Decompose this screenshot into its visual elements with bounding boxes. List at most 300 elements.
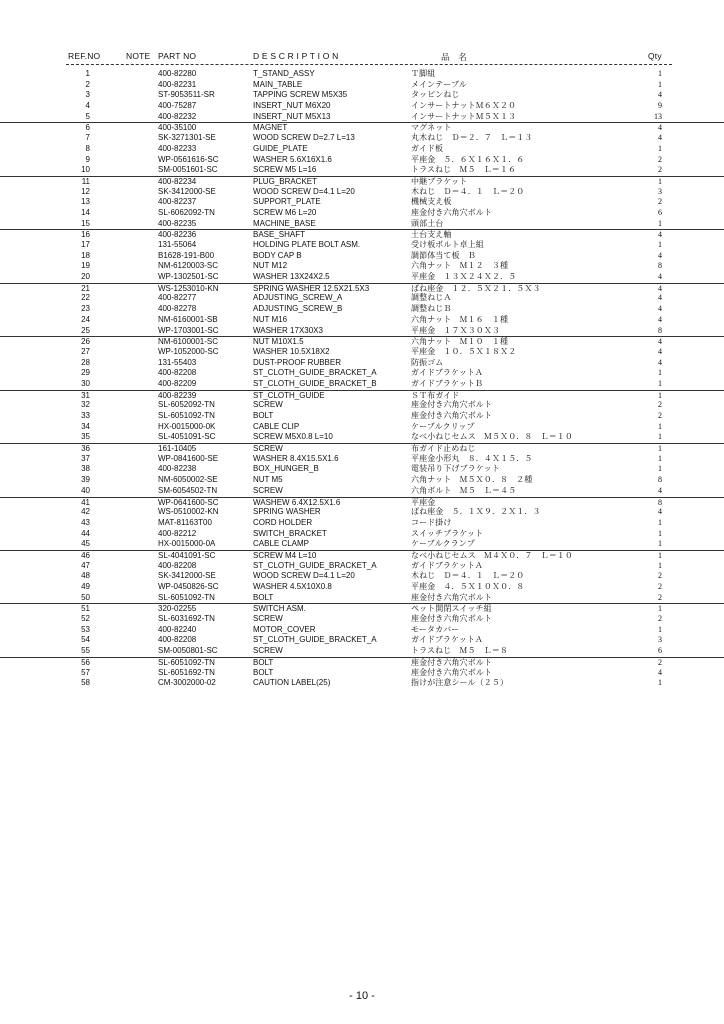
part-no-cell: WP-1703001-SC bbox=[158, 325, 219, 335]
description-cell: BOX_HUNGER_B bbox=[253, 464, 319, 474]
table-row bbox=[0, 593, 724, 604]
name-jp-cell: ケーブルクリップ bbox=[411, 421, 475, 431]
description-cell: MAIN_TABLE bbox=[253, 79, 303, 89]
part-no-cell: 400-82240 bbox=[158, 624, 197, 634]
name-jp-cell: 受け板ボルト卓上組 bbox=[411, 240, 484, 249]
qty-cell: 2 bbox=[658, 411, 662, 420]
description-cell: WASHER 8.4X15.5X1.6 bbox=[253, 453, 339, 463]
table-row bbox=[0, 144, 724, 155]
description-cell: BOLT bbox=[253, 667, 274, 677]
qty-cell: 1 bbox=[658, 79, 662, 89]
table-row bbox=[0, 80, 724, 91]
name-jp-cell: 土台支え軸 bbox=[411, 230, 452, 240]
ref-no-cell: 31 bbox=[81, 390, 90, 400]
qty-cell: 2 bbox=[658, 154, 662, 164]
ref-no-cell: 41 bbox=[81, 497, 90, 507]
qty-cell: 1 bbox=[658, 69, 662, 78]
description-cell: SCREW bbox=[253, 444, 283, 454]
part-no-cell: 400-82237 bbox=[158, 197, 197, 207]
part-no-cell: WP-1302501-SC bbox=[158, 272, 219, 282]
table-row bbox=[0, 283, 724, 294]
description-cell: T_STAND_ASSY bbox=[253, 69, 315, 78]
description-cell: CORD HOLDER bbox=[253, 517, 313, 527]
description-cell: ADJUSTING_SCREW_B bbox=[253, 304, 343, 314]
name-jp-cell: 六角ナット Ｍ１０ １種 bbox=[411, 337, 509, 347]
description-cell: SWITCH ASM. bbox=[253, 604, 306, 614]
name-jp-cell: 調整ねじＢ bbox=[411, 304, 452, 314]
part-no-cell: 400-82277 bbox=[158, 293, 197, 303]
ref-no-cell: 39 bbox=[81, 475, 90, 485]
name-jp-cell: 平座金 １７Ｘ３０Ｘ３ bbox=[411, 325, 501, 335]
ref-no-cell: 37 bbox=[81, 453, 90, 463]
table-row bbox=[0, 529, 724, 540]
table-row bbox=[0, 304, 724, 315]
description-cell: WOOD SCREW D=2.7 L=13 bbox=[253, 133, 355, 143]
ref-no-cell: 13 bbox=[81, 197, 90, 207]
description-cell: SCREW M5 L=16 bbox=[253, 165, 317, 175]
qty-cell: 1 bbox=[658, 560, 662, 570]
part-no-cell: SL-6051092-TN bbox=[158, 411, 215, 420]
name-jp-cell: 平座金 １３Ｘ２４Ｘ２．５ bbox=[411, 272, 517, 282]
ref-no-cell: 22 bbox=[81, 293, 90, 303]
name-jp-cell: 平座金小形丸 ８．４Ｘ１５．５ bbox=[411, 453, 533, 463]
ref-no-cell: 47 bbox=[81, 560, 90, 570]
table-row bbox=[0, 261, 724, 272]
qty-cell: 2 bbox=[658, 197, 662, 207]
description-cell: MAGNET bbox=[253, 123, 288, 133]
description-cell: WASHER 10.5X18X2 bbox=[253, 346, 330, 356]
description-cell: ST_CLOTH_GUIDE_BRACKET_A bbox=[253, 560, 377, 570]
ref-no-cell: 29 bbox=[81, 368, 90, 378]
table-row bbox=[0, 486, 724, 497]
ref-no-cell: 50 bbox=[81, 592, 90, 602]
qty-cell: 4 bbox=[658, 485, 662, 495]
ref-no-cell: 4 bbox=[85, 101, 90, 111]
part-no-cell: 400-82209 bbox=[158, 378, 197, 388]
name-jp-cell: 調節体当て板 Ｂ bbox=[411, 250, 476, 260]
name-jp-cell: ガイドブラケットＢ bbox=[411, 378, 484, 388]
name-jp-cell: ガイドブラケットＡ bbox=[411, 635, 484, 645]
description-cell: SUPPORT_PLATE bbox=[253, 197, 321, 207]
ref-no-cell: 25 bbox=[81, 325, 90, 335]
name-jp-cell: 防振ゴム bbox=[411, 357, 444, 367]
name-jp-cell: トラスねじ Ｍ５ Ｌ＝８ bbox=[411, 646, 508, 656]
qty-cell: 2 bbox=[658, 571, 662, 581]
table-row bbox=[0, 208, 724, 219]
qty-cell: 4 bbox=[658, 272, 662, 282]
part-no-cell: SL-4051091-SC bbox=[158, 432, 216, 442]
name-jp-cell: 座金付き六角穴ボルト bbox=[411, 614, 492, 624]
description-cell: CABLE CLAMP bbox=[253, 539, 310, 549]
name-jp-cell: 木ねじ Ｄ＝４．１ Ｌ＝２０ bbox=[411, 571, 525, 581]
table-row bbox=[0, 678, 724, 689]
name-jp-cell: スイッチブラケット bbox=[411, 528, 484, 538]
part-no-cell: 131-55064 bbox=[158, 240, 197, 249]
qty-cell: 2 bbox=[658, 657, 662, 667]
qty-cell: 4 bbox=[658, 230, 662, 240]
qty-cell: 1 bbox=[658, 176, 662, 186]
table-row bbox=[0, 497, 724, 508]
qty-cell: 2 bbox=[658, 592, 662, 602]
name-jp-cell: 平座金 bbox=[411, 497, 436, 507]
part-no-cell: SL-4041091-SC bbox=[158, 550, 216, 560]
ref-no-cell: 46 bbox=[81, 550, 90, 560]
ref-no-cell: 28 bbox=[81, 357, 90, 367]
part-no-cell: WP-0641600-SC bbox=[158, 497, 219, 507]
name-jp-cell: 六角ナット Ｍ５Ｘ０．８ ２種 bbox=[411, 475, 533, 485]
part-no-cell: 400-82231 bbox=[158, 79, 197, 89]
name-jp-cell: 座金付き六角穴ボルト bbox=[411, 657, 492, 667]
description-cell: NUT M10X1.5 bbox=[253, 337, 304, 347]
description-cell: CABLE CLIP bbox=[253, 421, 300, 431]
ref-no-cell: 16 bbox=[81, 230, 90, 240]
part-no-cell: SK-3271301-SE bbox=[158, 133, 216, 143]
qty-cell: 4 bbox=[658, 337, 662, 347]
table-row bbox=[0, 657, 724, 668]
table-row bbox=[0, 165, 724, 176]
qty-cell: 1 bbox=[658, 368, 662, 378]
ref-no-cell: 11 bbox=[81, 176, 90, 186]
description-cell: NUT M16 bbox=[253, 314, 288, 324]
table-row bbox=[0, 432, 724, 443]
name-jp-cell: インサートナットＭ５Ｘ１３ bbox=[411, 111, 517, 121]
table-row bbox=[0, 625, 724, 636]
part-no-cell: 400-82233 bbox=[158, 143, 197, 153]
name-jp-cell: 座金付き六角穴ボルト bbox=[411, 667, 492, 677]
table-row bbox=[0, 187, 724, 198]
name-jp-cell: 木ねじ Ｄ＝４．１ Ｌ＝２０ bbox=[411, 186, 525, 196]
name-jp-cell: 六角ナット Ｍ１２ ３種 bbox=[411, 261, 509, 271]
name-jp-cell: 平座金 １０．５Ｘ１８Ｘ２ bbox=[411, 346, 517, 356]
table-row bbox=[0, 326, 724, 337]
description-cell: WASHEW 6.4X12.5X1.6 bbox=[253, 497, 341, 507]
part-no-cell: WP-0561616-SC bbox=[158, 154, 219, 164]
qty-cell: 13 bbox=[654, 111, 662, 121]
ref-no-cell: 33 bbox=[81, 411, 90, 420]
table-row bbox=[0, 315, 724, 326]
ref-no-cell: 54 bbox=[81, 635, 90, 645]
name-jp-cell: ばね座金 ５．１Ｘ９．２Ｘ１．３ bbox=[411, 507, 541, 517]
table-row bbox=[0, 251, 724, 262]
ref-no-cell: 55 bbox=[81, 646, 90, 656]
description-cell: MOTOR_COVER bbox=[253, 624, 316, 634]
ref-no-cell: 17 bbox=[81, 240, 90, 249]
part-no-cell: SL-6051692-TN bbox=[158, 667, 215, 677]
table-row bbox=[0, 422, 724, 433]
qty-cell: 2 bbox=[658, 614, 662, 624]
description-cell: BOLT bbox=[253, 657, 274, 667]
name-jp-cell: Ｔ脚組 bbox=[411, 69, 436, 78]
table-row bbox=[0, 347, 724, 358]
description-cell: MACHINE_BASE bbox=[253, 218, 316, 228]
qty-cell: 1 bbox=[658, 464, 662, 474]
ref-no-cell: 53 bbox=[81, 624, 90, 634]
table-row bbox=[0, 368, 724, 379]
qty-cell: 1 bbox=[658, 432, 662, 442]
name-jp-cell: 電装吊り下げブラケット bbox=[411, 464, 500, 474]
name-jp-cell: ペット開閉スイッチ組 bbox=[411, 604, 492, 614]
name-jp-cell: ガイドブラケットＡ bbox=[411, 368, 484, 378]
description-cell: INSERT_NUT M6X20 bbox=[253, 101, 331, 111]
part-no-cell: 400-82208 bbox=[158, 560, 197, 570]
part-no-cell: WP-0841600-SE bbox=[158, 453, 219, 463]
table-row bbox=[0, 229, 724, 240]
ref-no-cell: 57 bbox=[81, 667, 90, 677]
name-jp-cell: マグネット bbox=[411, 123, 452, 133]
name-jp-cell: なべ小ねじセムス Ｍ４Ｘ０．７ Ｌ＝１０ bbox=[411, 550, 573, 560]
part-no-cell: 400-82232 bbox=[158, 111, 197, 121]
qty-cell: 6 bbox=[658, 646, 662, 656]
table-row bbox=[0, 293, 724, 304]
table-row bbox=[0, 668, 724, 679]
description-cell: NUT M5 bbox=[253, 475, 283, 485]
description-cell: NUT M12 bbox=[253, 261, 288, 271]
part-no-cell: WP-1052000-SC bbox=[158, 346, 219, 356]
description-cell: SCREW M5X0.8 L=10 bbox=[253, 432, 333, 442]
table-row bbox=[0, 112, 724, 123]
name-jp-cell: なべ小ねじセムス Ｍ５Ｘ０．８ Ｌ＝１０ bbox=[411, 432, 573, 442]
table-row bbox=[0, 550, 724, 561]
part-no-cell: 400-35100 bbox=[158, 123, 197, 133]
qty-cell: 1 bbox=[658, 240, 662, 249]
ref-no-cell: 44 bbox=[81, 528, 90, 538]
ref-no-cell: 42 bbox=[81, 507, 90, 517]
name-jp-cell: モータカバー bbox=[411, 624, 460, 634]
description-cell: BASE_SHAFT bbox=[253, 230, 306, 240]
name-jp-cell: コード掛け bbox=[411, 517, 452, 527]
table-row bbox=[0, 411, 724, 422]
ref-no-cell: 43 bbox=[81, 517, 90, 527]
description-cell: WOOD SCREW D=4.1 L=20 bbox=[253, 571, 355, 581]
table-row bbox=[0, 475, 724, 486]
ref-no-cell: 20 bbox=[81, 272, 90, 282]
description-cell: SCREW bbox=[253, 485, 283, 495]
part-no-cell: SL-6052092-TN bbox=[158, 400, 215, 410]
name-jp-cell: 頭部土台 bbox=[411, 218, 444, 228]
qty-cell: 1 bbox=[658, 143, 662, 153]
part-no-cell: 400-82239 bbox=[158, 390, 197, 400]
description-cell: DUST-PROOF RUBBER bbox=[253, 357, 342, 367]
ref-no-cell: 38 bbox=[81, 464, 90, 474]
description-cell: INSERT_NUT M5X13 bbox=[253, 111, 331, 121]
qty-cell: 1 bbox=[658, 604, 662, 614]
qty-cell: 2 bbox=[658, 582, 662, 591]
description-cell: BOLT bbox=[253, 411, 274, 420]
qty-cell: 1 bbox=[658, 539, 662, 549]
name-jp-cell: 中継ブラケット bbox=[411, 176, 468, 186]
qty-cell: 3 bbox=[658, 186, 662, 196]
part-no-cell: B1628-191-B00 bbox=[158, 250, 215, 260]
part-no-cell: 400-82280 bbox=[158, 69, 197, 78]
ref-no-cell: 3 bbox=[85, 90, 90, 100]
name-jp-cell: 調整ねじＡ bbox=[411, 293, 452, 303]
header-name-jp: 品 名 bbox=[441, 53, 468, 63]
name-jp-cell: トラスねじ Ｍ５ Ｌ＝１６ bbox=[411, 165, 517, 175]
part-no-cell: 400-82234 bbox=[158, 176, 197, 186]
qty-cell: 2 bbox=[658, 400, 662, 410]
part-no-cell: NM-6050002-SE bbox=[158, 475, 218, 485]
name-jp-cell: 座金付き六角穴ボルト bbox=[411, 207, 492, 217]
qty-cell: 3 bbox=[658, 635, 662, 645]
ref-no-cell: 18 bbox=[81, 250, 90, 260]
table-row bbox=[0, 571, 724, 582]
description-cell: SCREW bbox=[253, 400, 283, 410]
table-row bbox=[0, 539, 724, 550]
name-jp-cell: 六角ボルト Ｍ５ Ｌ＝４５ bbox=[411, 485, 517, 495]
description-cell: ST_CLOTH_GUIDE_BRACKET_B bbox=[253, 378, 377, 388]
table-row bbox=[0, 197, 724, 208]
ref-no-cell: 34 bbox=[81, 421, 90, 431]
description-cell: PLUG_BRACKET bbox=[253, 176, 318, 186]
ref-no-cell: 26 bbox=[81, 337, 90, 347]
part-no-cell: MAT-81163T00 bbox=[158, 517, 212, 527]
ref-no-cell: 10 bbox=[81, 165, 90, 175]
qty-cell: 4 bbox=[658, 507, 662, 517]
description-cell: GUIDE_PLATE bbox=[253, 143, 308, 153]
qty-cell: 2 bbox=[658, 165, 662, 175]
qty-cell: 1 bbox=[658, 678, 662, 688]
description-cell: BODY CAP B bbox=[253, 250, 302, 260]
part-no-cell: 400-82235 bbox=[158, 218, 197, 228]
header-note: NOTE bbox=[126, 51, 151, 61]
part-no-cell: SL-6051092-TN bbox=[158, 592, 215, 602]
qty-cell: 4 bbox=[658, 304, 662, 314]
part-no-cell: SL-6051092-TN bbox=[158, 657, 215, 667]
ref-no-cell: 19 bbox=[81, 261, 90, 271]
qty-cell: 1 bbox=[658, 624, 662, 634]
page-number: - 10 - bbox=[349, 990, 375, 1002]
part-no-cell: 400-82212 bbox=[158, 528, 197, 538]
qty-cell: 4 bbox=[658, 346, 662, 356]
name-jp-cell: 座金付き六角穴ボルト bbox=[411, 411, 492, 420]
name-jp-cell: 六角ナット Ｍ１６ １種 bbox=[411, 314, 509, 324]
name-jp-cell: ガイド板 bbox=[411, 143, 444, 153]
description-cell: ST_CLOTH_GUIDE_BRACKET_A bbox=[253, 635, 377, 645]
ref-no-cell: 23 bbox=[81, 304, 90, 314]
part-no-cell: 161-10405 bbox=[158, 444, 197, 454]
qty-cell: 1 bbox=[658, 528, 662, 538]
table-row bbox=[0, 582, 724, 593]
part-no-cell: SL-6062092-TN bbox=[158, 207, 215, 217]
qty-cell: 1 bbox=[658, 390, 662, 400]
ref-no-cell: 51 bbox=[81, 604, 90, 614]
ref-no-cell: 30 bbox=[81, 378, 90, 388]
qty-cell: 4 bbox=[658, 283, 662, 293]
name-jp-cell: タッピンねじ bbox=[411, 90, 460, 100]
description-cell: CAUTION LABEL(25) bbox=[253, 678, 331, 688]
description-cell: WASHER 13X24X2.5 bbox=[253, 272, 330, 282]
ref-no-cell: 8 bbox=[85, 143, 90, 153]
table-row bbox=[0, 507, 724, 518]
table-row bbox=[0, 219, 724, 230]
description-cell: SCREW bbox=[253, 646, 283, 656]
table-row bbox=[0, 379, 724, 390]
header-ref-no: REF.NO bbox=[68, 51, 101, 61]
table-row bbox=[0, 646, 724, 657]
description-cell: SCREW bbox=[253, 614, 283, 624]
table-row bbox=[0, 101, 724, 112]
name-jp-cell: 丸木ねじ Ｄ＝２．７ Ｌ＝１３ bbox=[411, 133, 533, 143]
part-no-cell: CM-3002000-02 bbox=[158, 678, 216, 688]
table-row bbox=[0, 400, 724, 411]
name-jp-cell: メインテーブル bbox=[411, 79, 467, 89]
name-jp-cell: 座金付き六角穴ボルト bbox=[411, 400, 492, 410]
ref-no-cell: 15 bbox=[81, 218, 90, 228]
name-jp-cell: ケーブルクランプ bbox=[411, 539, 475, 549]
qty-cell: 4 bbox=[658, 293, 662, 303]
ref-no-cell: 7 bbox=[85, 133, 90, 143]
table-row bbox=[0, 561, 724, 572]
ref-no-cell: 27 bbox=[81, 346, 90, 356]
qty-cell: 4 bbox=[658, 133, 662, 143]
part-no-cell: 400-82238 bbox=[158, 464, 197, 474]
name-jp-cell: ばね座金 １２．５Ｘ２１．５Ｘ３ bbox=[411, 283, 541, 293]
description-cell: SPRING WASHER bbox=[253, 507, 321, 517]
qty-cell: 8 bbox=[658, 497, 662, 507]
table-row bbox=[0, 90, 724, 101]
ref-no-cell: 40 bbox=[81, 485, 90, 495]
description-cell: BOLT bbox=[253, 592, 274, 602]
ref-no-cell: 48 bbox=[81, 571, 90, 581]
description-cell: WASHER 4.5X10X0.8 bbox=[253, 582, 332, 591]
name-jp-cell: 機械支え板 bbox=[411, 197, 452, 207]
table-row bbox=[0, 603, 724, 614]
name-jp-cell: 指けが注意シール（２５） bbox=[411, 678, 509, 688]
header-description: D E S C R I P T I O N bbox=[253, 51, 339, 61]
part-no-cell: 400-82208 bbox=[158, 635, 197, 645]
part-no-cell: NM-6100001-SC bbox=[158, 337, 219, 347]
part-no-cell: ST-9053511-SR bbox=[158, 90, 215, 100]
part-no-cell: WS-1253010-KN bbox=[158, 283, 219, 293]
qty-cell: 1 bbox=[658, 517, 662, 527]
ref-no-cell: 24 bbox=[81, 314, 90, 324]
description-cell: WASHER 17X30X3 bbox=[253, 325, 323, 335]
qty-cell: 4 bbox=[658, 314, 662, 324]
description-cell: WOOD SCREW D=4.1 L=20 bbox=[253, 186, 355, 196]
ref-no-cell: 12 bbox=[81, 186, 90, 196]
part-no-cell: 400-82236 bbox=[158, 230, 197, 240]
part-no-cell: SM-6054502-TN bbox=[158, 485, 218, 495]
table-row bbox=[0, 443, 724, 454]
ref-no-cell: 56 bbox=[81, 657, 90, 667]
qty-cell: 1 bbox=[658, 453, 662, 463]
ref-no-cell: 58 bbox=[81, 678, 90, 688]
table-row bbox=[0, 155, 724, 166]
table-row bbox=[0, 358, 724, 369]
description-cell: SPRING WASHER 12.5X21.5X3 bbox=[253, 283, 370, 293]
name-jp-cell: 座金付き六角穴ボルト bbox=[411, 592, 492, 602]
ref-no-cell: 45 bbox=[81, 539, 90, 549]
qty-cell: 8 bbox=[658, 261, 662, 271]
part-no-cell: NM-6160001-SB bbox=[158, 314, 218, 324]
part-no-cell: 400-82278 bbox=[158, 304, 197, 314]
qty-cell: 1 bbox=[658, 378, 662, 388]
qty-cell: 1 bbox=[658, 550, 662, 560]
ref-no-cell: 1 bbox=[85, 69, 90, 78]
table-row bbox=[0, 272, 724, 283]
part-no-cell: 131-55403 bbox=[158, 357, 197, 367]
description-cell: HOLDING PLATE BOLT ASM. bbox=[253, 240, 361, 249]
part-no-cell: WS-0510002-KN bbox=[158, 507, 219, 517]
ref-no-cell: 5 bbox=[85, 111, 90, 121]
qty-cell: 1 bbox=[658, 444, 662, 454]
ref-no-cell: 14 bbox=[81, 207, 90, 217]
ref-no-cell: 21 bbox=[81, 283, 90, 293]
description-cell: ST_CLOTH_GUIDE_BRACKET_A bbox=[253, 368, 377, 378]
table-row bbox=[0, 176, 724, 187]
header-divider bbox=[66, 64, 672, 65]
header-part-no: PART NO bbox=[158, 51, 197, 61]
